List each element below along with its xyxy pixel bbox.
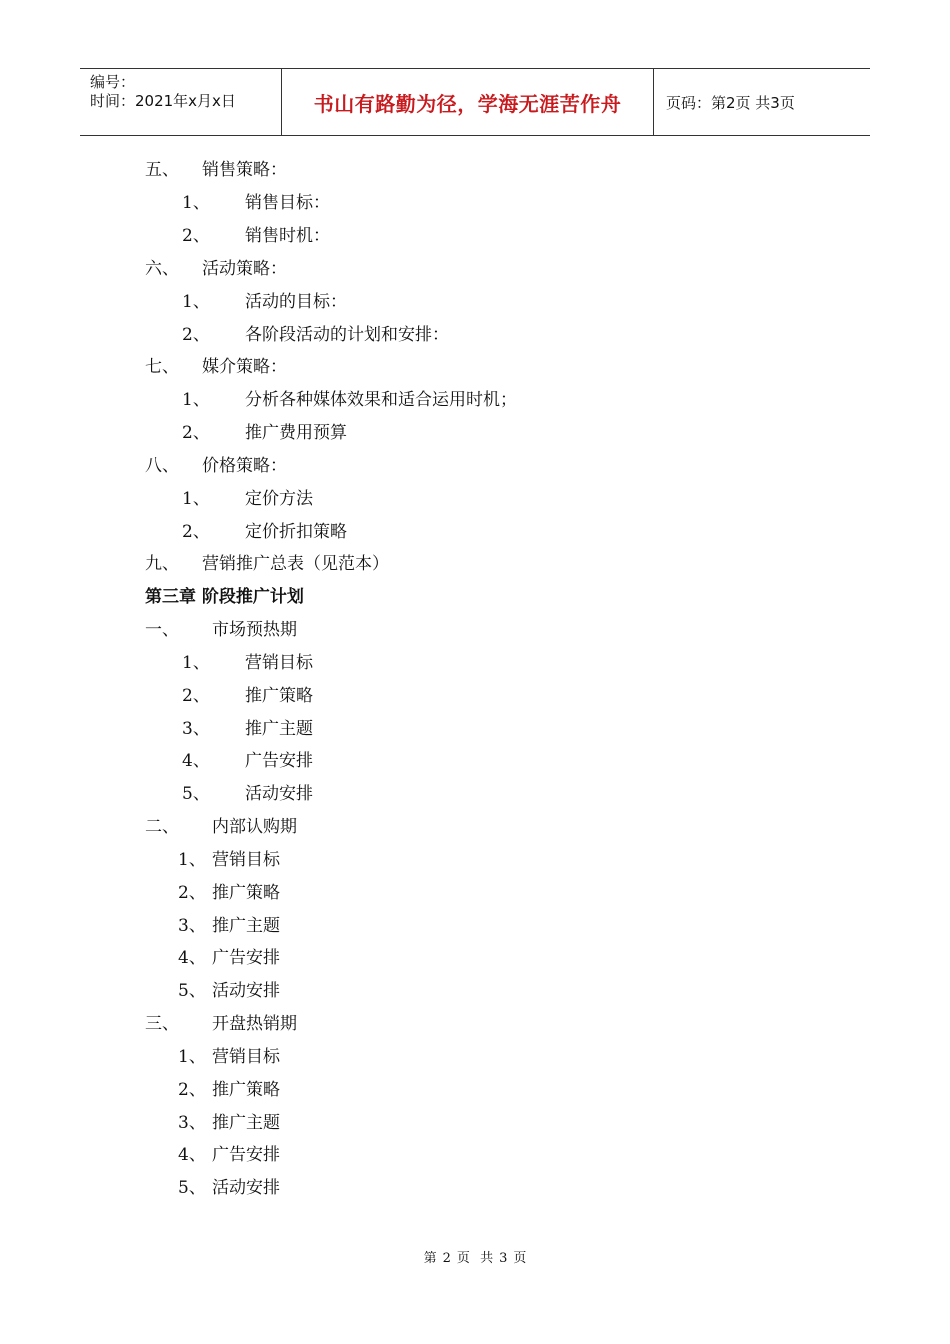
- outline-item: 4、 广告安排: [178, 1145, 280, 1165]
- page-label: 页码：第2页 共3页: [666, 93, 795, 112]
- outline-item: 5、 活动安排: [178, 1178, 280, 1198]
- outline-item: 1、 营销目标: [178, 1047, 280, 1067]
- outline-item: 2、 推广费用预算: [182, 423, 347, 443]
- outline-item: 1、 活动的目标：: [182, 292, 347, 312]
- outline-item: 2、 推广策略: [178, 1080, 280, 1100]
- outline-item: 1、 营销目标: [178, 850, 280, 870]
- outline-item: 3、 推广主题: [182, 719, 313, 739]
- outline-item: 5、 活动安排: [182, 784, 313, 804]
- outline-item: 3、 推广主题: [178, 916, 280, 936]
- outline-item: 1、 销售目标：: [182, 193, 330, 213]
- outline-item: 2、 推广策略: [182, 686, 313, 706]
- outline-item: 六、 活动策略：: [145, 259, 287, 279]
- document-header: [80, 68, 870, 136]
- outline-item: 4、 广告安排: [182, 751, 313, 771]
- outline-item: 5、 活动安排: [178, 981, 280, 1001]
- outline-item: 三、 开盘热销期: [145, 1014, 297, 1034]
- time-label: 时间：2021年x月x日: [90, 92, 236, 110]
- outline-item: 一、 市场预热期: [145, 620, 297, 640]
- header-motto-cell: [282, 69, 654, 135]
- page-footer: 第 2 页 共 3 页: [423, 1251, 527, 1266]
- outline-item: 2、 各阶段活动的计划和安排：: [182, 325, 449, 345]
- outline-item: 九、 营销推广总表（见范本）: [145, 554, 389, 574]
- number-label: 编号：: [90, 73, 136, 91]
- outline-item: 4、 广告安排: [178, 948, 280, 968]
- outline-item: 1、 营销目标: [182, 653, 313, 673]
- chapter-heading: 第三章 阶段推广计划: [145, 587, 304, 607]
- outline-item: 八、 价格策略：: [145, 456, 287, 476]
- footer-page-number: 2: [442, 1251, 451, 1266]
- outline-item: 1、 定价方法: [182, 489, 313, 509]
- outline-item: 2、 销售时机：: [182, 226, 330, 246]
- outline-item: 五、 销售策略：: [145, 160, 287, 180]
- outline-item: 七、 媒介策略：: [145, 357, 287, 377]
- outline-item: 2、 推广策略: [178, 883, 280, 903]
- outline-item: 3、 推广主题: [178, 1113, 280, 1133]
- footer-total-pages: 3: [499, 1251, 508, 1266]
- header-page-cell: [654, 69, 870, 135]
- outline-item: 2、 定价折扣策略: [182, 522, 347, 542]
- motto: 书山有路勤为径，学海无涯苦作舟: [313, 91, 622, 116]
- outline-item: 二、 内部认购期: [145, 817, 297, 837]
- outline-item: 1、 分析各种媒体效果和适合运用时机；: [182, 390, 517, 410]
- header-meta: [80, 69, 282, 135]
